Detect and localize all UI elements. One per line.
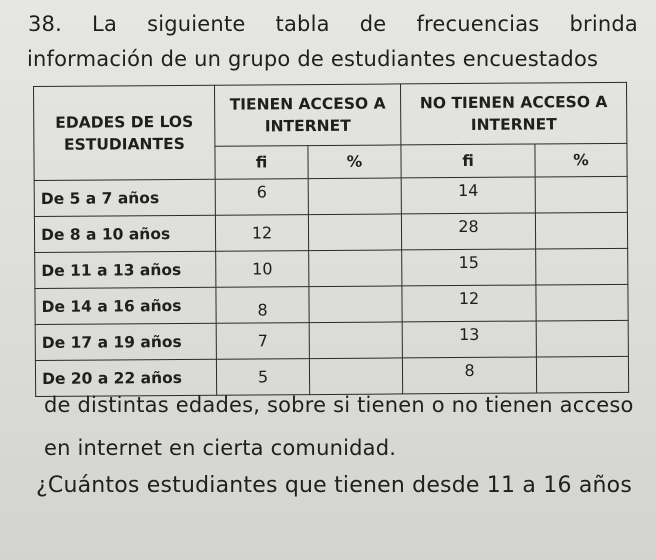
with-access-fi: 8 (216, 287, 309, 324)
table-row (35, 248, 628, 288)
without-access-fi: 8 (402, 357, 536, 394)
with-access-fi: 7 (216, 323, 309, 360)
with-access-percent (309, 322, 402, 359)
question-line-5: ¿Cuántos estudiantes que tienen desde 11 a 16 años (36, 473, 633, 498)
question-word: de (359, 12, 387, 36)
with-access-fi: 6 (215, 179, 308, 216)
row-age: De 17 a 19 años (35, 323, 216, 360)
question-word: tabla (275, 12, 330, 36)
with-access-percent (308, 214, 401, 251)
table-row (35, 356, 628, 396)
question-line-3: de distintas edades, sobre si tienen o no tienen acceso (44, 393, 634, 417)
with-access-fi: 10 (216, 251, 309, 288)
frequency-table (33, 82, 629, 397)
question-word: brinda (569, 12, 638, 36)
question-word: 38. (28, 12, 62, 36)
header-without-access: NO TIENEN ACCESO A INTERNET (400, 82, 626, 145)
row-age: De 5 a 7 años (34, 179, 215, 216)
question-line-1 (28, 12, 638, 36)
without-access-percent (535, 212, 627, 249)
with-access-percent (309, 250, 402, 287)
without-access-fi: 28 (401, 213, 535, 250)
without-access-fi: 14 (401, 177, 535, 214)
without-access-percent (536, 320, 628, 357)
row-age: De 11 a 13 años (35, 251, 216, 288)
header-with-percent: % (308, 145, 401, 179)
question-word: siguiente (147, 12, 246, 36)
header-without-fi: fi (401, 144, 535, 178)
without-access-percent (536, 248, 628, 285)
header-without-percent: % (535, 143, 627, 177)
with-access-fi: 5 (216, 359, 309, 396)
question-word: La (92, 12, 118, 36)
with-access-percent (308, 178, 401, 215)
without-access-fi: 12 (402, 285, 536, 322)
question-line-2: información de un grupo de estudiantes encuestados (27, 47, 599, 71)
row-age: De 20 a 22 años (35, 359, 216, 396)
table-row (35, 284, 628, 324)
table-row (35, 320, 628, 360)
table-header-row (34, 82, 627, 147)
without-access-percent (535, 176, 627, 213)
with-access-percent (309, 286, 402, 323)
header-with-fi: fi (215, 146, 308, 180)
question-line-4: en internet en cierta comunidad. (44, 436, 397, 460)
without-access-fi: 13 (402, 321, 536, 358)
without-access-fi: 15 (402, 249, 536, 286)
table-row (34, 212, 627, 252)
header-age: EDADES DE LOS ESTUDIANTES (34, 85, 216, 180)
without-access-percent (536, 356, 628, 393)
with-access-fi: 12 (215, 215, 308, 252)
table-row (34, 176, 627, 216)
with-access-percent (309, 358, 402, 395)
without-access-percent (536, 284, 628, 321)
row-age: De 14 a 16 años (35, 287, 216, 324)
row-age: De 8 a 10 años (34, 215, 215, 252)
header-with-access: TIENEN ACCESO A INTERNET (214, 84, 400, 146)
question-word: frecuencias (416, 12, 540, 36)
